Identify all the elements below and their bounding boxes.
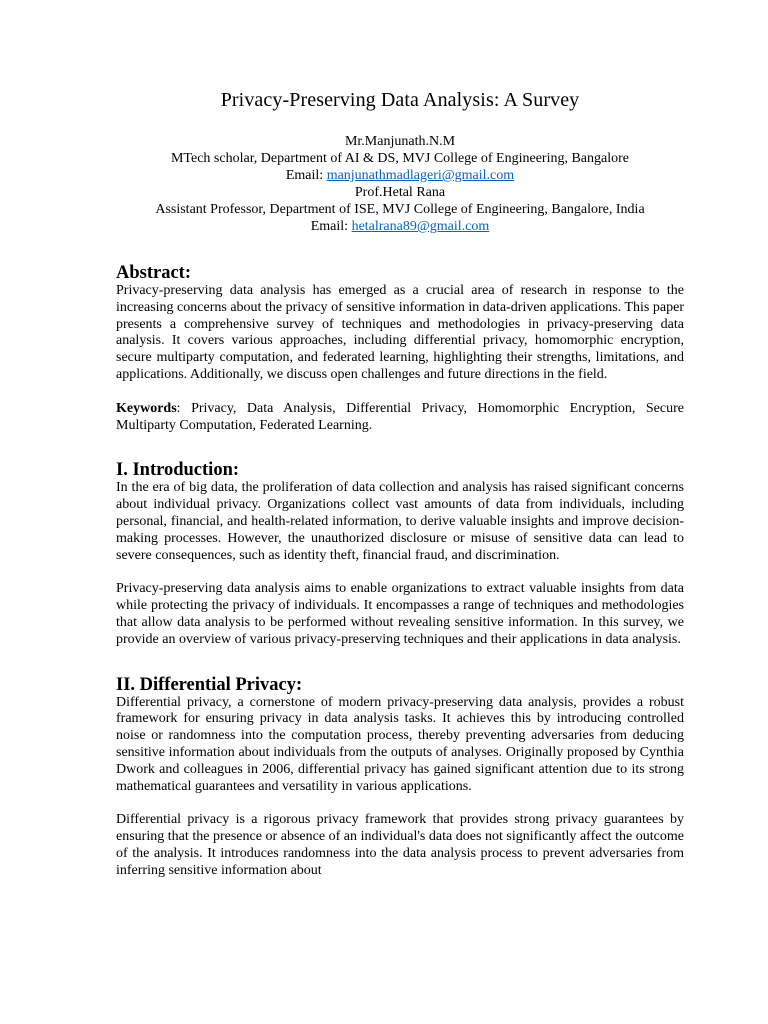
author-name-1: Mr.Manjunath.N.M (344, 134, 456, 149)
keywords-paragraph (116, 401, 684, 435)
introduction-paragraph-2: Privacy-preserving data analysis aims to enable organizations to extract valuable insights from data while protecting the privacy of individuals. It encompasses a range of techniques and methodologies that allow data analysis to be performed without revealing sensitive information. In this survey, we provide an overview of various privacy-preserving techniques and their applications in data analysis. (116, 581, 684, 647)
introduction-paragraph-1: In the era of big data, the proliferation of data collection and analysis has raised significant concerns about individual privacy. Organizations collect vast amounts of data from individuals, including personal, financial, and health-related information, to derive valuable insights and improve decision-making processes. However, the unauthorized disclosure or misuse of sensitive data can lead to severe consequences, such as identity theft, financial fraud, and discrimination. (116, 480, 684, 563)
email-label-2: Email: (310, 219, 352, 234)
section-heading-differential-privacy: II. Differential Privacy: (116, 674, 303, 695)
abstract-heading: Abstract: (116, 263, 192, 283)
keywords-label: Keywords (116, 400, 177, 416)
keywords-text: : Privacy, Data Analysis, Differential Privacy, Homomorphic Encryption, Secure Multiparty Computation, Federated Learning. (116, 400, 684, 433)
differential-privacy-paragraph-1: Differential privacy, a cornerstone of modern privacy-preserving data analysis, provides a robust framework for ensuring privacy in data analysis tasks. It achieves this by introducing controlled noise or randomness into the computation process, thereby preventing adversaries from deducing sensitive information about individuals from the outputs of analyses. Originally proposed by Cynthia Dwork and colleagues in 2006, differential privacy has gained significant attention due to its strong mathematical guarantees and versatility in various applications. (116, 694, 684, 794)
author-affiliation-1: MTech scholar, Department of AI & DS, MVJ College of Engineering, Bangalore (170, 151, 629, 166)
author-email-link-1[interactable]: manjunathmadlageri@gmail.com (326, 168, 515, 183)
differential-privacy-paragraph-2: Differential privacy is a rigorous privacy framework that provides strong privacy guarantees by ensuring that the presence or absence of an individual's data does not significantly affect the outcome of the analysis. It introduces randomness into the data analysis process to prevent adversaries from inferring sensitive information about (116, 812, 684, 878)
abstract-text: Privacy-preserving data analysis has emerged as a crucial area of research in response to the increasing concerns about the privacy of sensitive information in data-driven applications. This paper presents a comprehensive survey of techniques and methodologies in privacy-preserving data analysis. It covers various approaches, including differential privacy, homomorphic encryption, secure multiparty computation, and federated learning, highlighting their strengths, limitations, and applications. Additionally, we discuss open challenges and future directions in the field. (116, 283, 684, 382)
author-name-2: Prof.Hetal Rana (354, 185, 446, 200)
email-label-1: Email: (285, 168, 327, 183)
author-email-line-1 (116, 167, 684, 184)
paper-title: Privacy-Preserving Data Analysis: A Survey (220, 89, 580, 111)
section-heading-introduction: I. Introduction: (116, 460, 240, 481)
author-block (116, 133, 684, 235)
author-affiliation-2: Assistant Professor, Department of ISE, MVJ College of Engineering, Bangalore, India (155, 202, 645, 217)
author-email-line-2 (116, 218, 684, 235)
author-email-link-2[interactable]: hetalrana89@gmail.com (351, 219, 490, 234)
